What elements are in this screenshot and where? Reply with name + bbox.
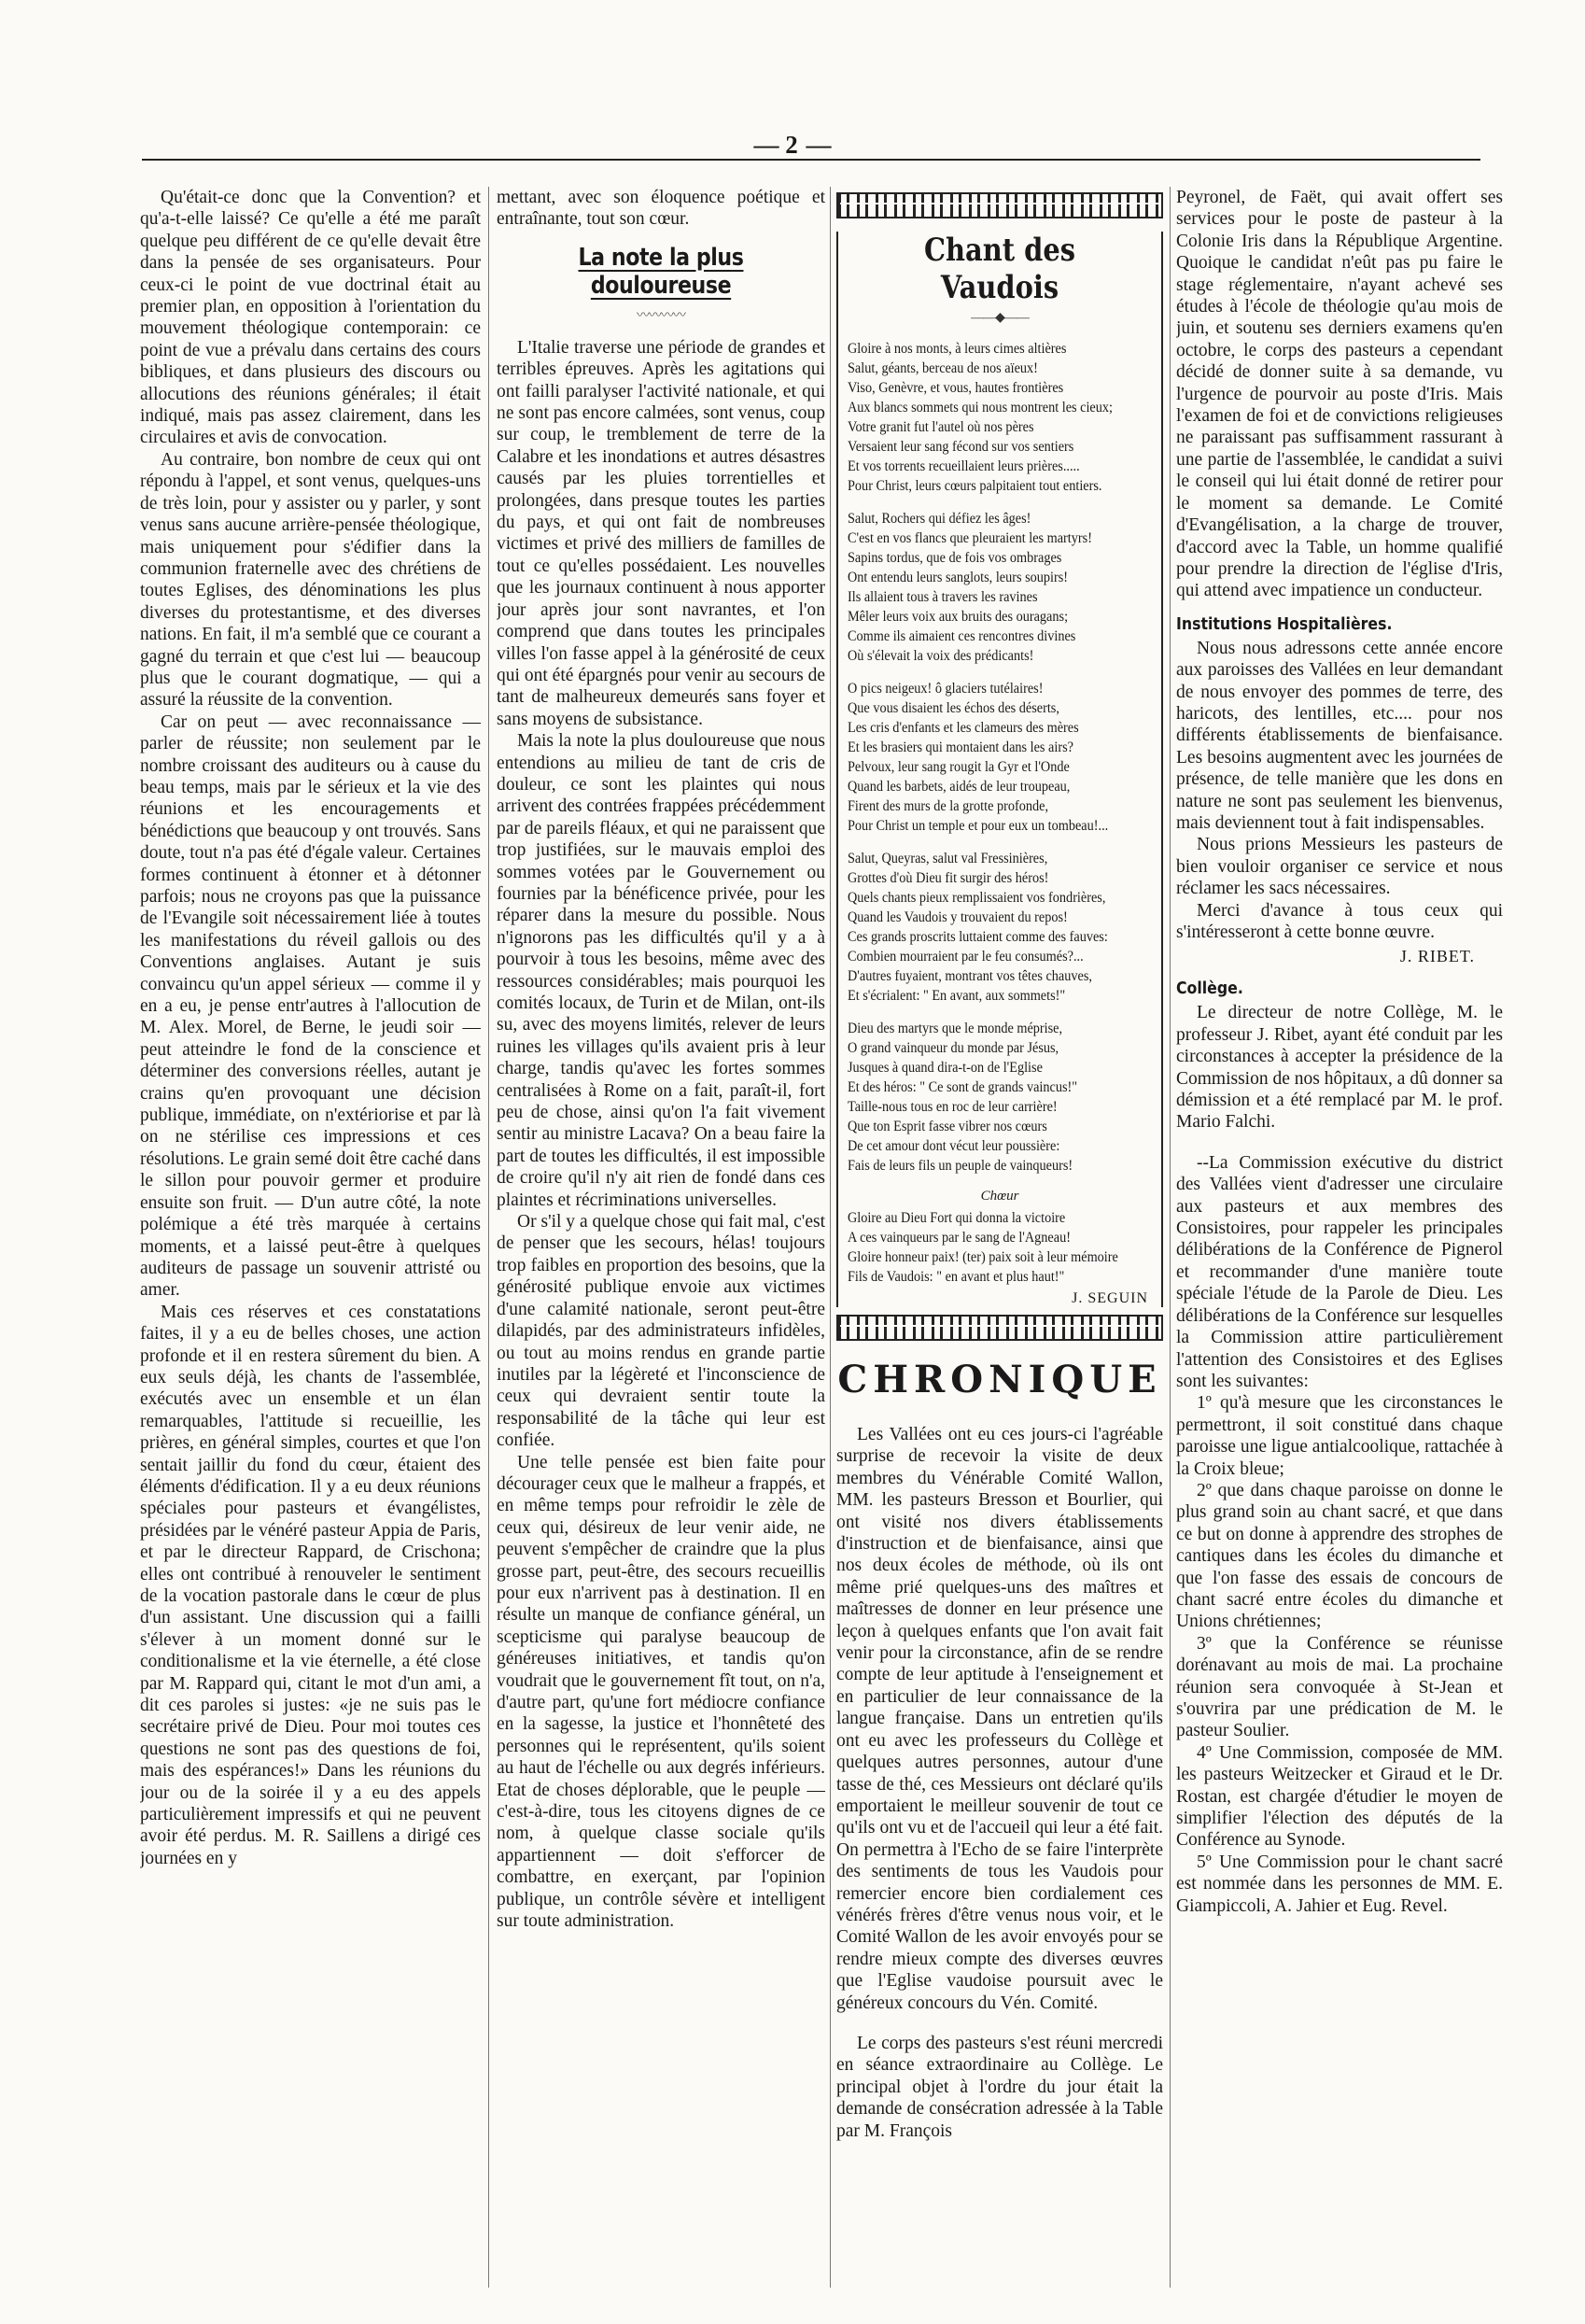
poem-line: Fais de leurs fils un peuple de vainqueurs! [848,1158,1073,1174]
column-divider [1170,187,1171,2288]
stanza [848,679,1152,836]
header-rule [142,159,1480,161]
paragraph: Qu'était-ce donc que la Convention? et qu'a-t-elle laissé? Ce qu'elle a été me paraît quelque peu différent de ce qu'elle devait être dans la pensée de ses organisateurs. Pour ceux-ci le point de vue doctrinal était au premier plan, en opposition à l'orientation du mouvement théologique contemporain: ce point de vue a prévalu dans certains des cours bibliques, et dans plusieurs des discours ou allocutions des réunions générales; il était indiqué, mais pas assez clairement, dans les circulaires et avis de convocation. [140,188,481,448]
poem-line: Ont entendu leurs sanglots, leurs soupirs! [848,570,1069,585]
section-title: CHRONIQUE [837,1358,1162,1401]
subheading: Collège. [1176,979,1243,999]
stanza [848,849,1152,1006]
greek-key-border [836,192,1163,218]
paragraph: mettant, avec son éloquence poétique et entraînante, tout son cœur. [497,188,825,230]
poem-line: Sapins tordus, que de fois vos ombrages [848,550,1062,566]
paragraph: Mais la note la plus douloureuse que nous entendions au milieu de tant de cris de douleur, ce sont les plaintes qui nous arrivent des contrées frappées précédemment par de pareils fléaux, et qui ne paraissent que trop justifiées, sur le mauvais emploi des sommes votées par le Gouvernement ou fournies par la bénéficence privée, pour les réparer dans la mesure du possible. Nous n'ignorons pas les difficultés qu'il y a à pourvoir à tous les besoins, même avec des ressources considérables; mais pourquoi les comités locaux, de Turin et de Milan, ont-ils su, avec des moyens limités, relever de leurs ruines les villages qu'ils avaient pris à leur charge, tandis qu'avec les fortes sommes centralisées à Rome on a fait, paraît-il, fort peu de chose, ainsi qu'on l'a fait vivement sentir au ministre Lacava? On a beau faire la part de toutes les difficultés, il est impossible de croire qu'il n'y ait rien de fondé dans ces plaintes et récriminations universelles. [497,731,825,1210]
poem-line: Quand les Vaudois y trouvaient du repos! [848,909,1068,925]
paragraph: 5º Une Commission pour le chant sacré est nommée dans les personnes de MM. E. Giampiccoli, A. Jahier et Eug. Revel. [1176,1852,1503,1916]
column-2 [497,187,825,2288]
paragraph: Merci d'avance à tous ceux qui s'intéresseront à cette bonne œuvre. [1176,900,1503,942]
paragraph: Car on peut — avec reconnaissance — parler de réussite; non seulement par le nombre croissant des auditeurs ou à cause du beau temps, mais par le sérieux et la vie des réunions et les encouragements et bénédictions que beaucoup y ont trouvés. Sans doute, tout n'a pas été d'égale valeur. Certaines formes continuent à étonner et à détonner parfois; nous ne croyons pas que la puissance de l'Evangile soit nécessairement liée à toutes les manifestations du réveil gallois ou des Conventions anglaises. Autant je suis convaincu qu'un appel sérieux — comme il y en a eu, je pense entr'autres à l'allocution de M. Alex. Morel, de Berne, le jeudi soir — peut atteindre le fond de la conscience et déterminer des conversions réelles, autant je crains qu'en provoquant une décision publique, immédiate, on n'extériorise et par là on ne stérilise ces impressions et ces résolutions. Le grain semé doit être caché dans le sillon pour pouvoir germer et produire ensuite son fruit. — D'un autre côté, la note polémique a été très marquée à certains moments, et a laissé peut-être à quelques auditeurs de passage un souvenir attristé ou amer. [140,711,481,1301]
column-4 [1176,187,1503,2288]
poem-line: Quand les barbets, aidés de leur troupeau, [848,779,1071,795]
paragraph: 4º Une Commission, composée de MM. les pasteurs Weitzecker et Giraud et le Dr. Rostan, est chargée d'étudier le moyen de simplifier l'élection des députés de la Conférence au Synode. [1176,1742,1503,1851]
poem-line: Ces grands proscrits luttaient comme des fauves: [848,929,1108,945]
paragraph: Or s'il y a quelque chose qui fait mal, c'est de penser que les secours, hélas! toujours trop faibles en proportion des besoins, que la générosité publique envoie aux victimes d'une calamité nationale, seront peut-être dilapidés, par des administrateurs infidèles, ou tout au moins rendus en grande partie inutiles par la légèreté et l'inconscience de ceux qui devraient sentir toute la responsabilité de la tâche qui leur est confiée. [497,1212,825,1451]
poem-line: Les cris d'enfants et les clameurs des mères [848,720,1079,736]
poem-line: Que ton Esprit fasse vibrer nos cœurs [848,1119,1047,1134]
ornament: ——◆—— [971,311,1029,325]
poem-line: Quels chants pieux remplissaient vos fondrières, [848,890,1106,906]
paragraph: Mais ces réserves et ces constatations faites, il y a eu de belles choses, une action profonde et il en restera sûrement du bien. A eux seuls déjà, les chants de l'assemblée, exécutés avec un ensemble et un élan remarquables, l'attitude si recueillie, les prières, en général simples, courtes et que l'on sentait jaillir du fond du cœur, étaient des éléments d'édification. Il y a eu deux réunions spéciales pour pasteurs et évangélistes, présidées par le vénéré pasteur Appia de Paris, et par le directeur Rappard, de Crischona; elles ont contribué à renouveler le sentiment de la vocation pastorale dans le cœur de plus d'un assistant. Une discussion qui a failli s'élever à un moment donné sur le conditionalisme et la vie éternelle, a été close par M. Rappard qui, citant le mot d'un ami, a dit ces paroles si justes: «je ne suis pas le secrétaire privé de Dieu. Pour moi toutes ces questions ne sont pas des questions de foi, mais des espérances!» Dans les réunions du jour ou de la soirée il y a eu des appels particulièrement impressifs et qui ne peuvent avoir été perdus. M. R. Saillens a dirigé ces journées en y [140,1302,481,1868]
column-3 [836,187,1163,2288]
poem-line: Et les brasiers qui montaient dans les airs? [848,739,1073,755]
poem-line: Et des héros: " Ce sont de grands vaincus!" [848,1079,1078,1095]
column-divider [830,187,831,2288]
column-divider [488,187,489,2288]
poem-line: Salut, géants, berceau de nos aïeux! [848,360,1038,376]
poem-line: Que vous disaient les échos des déserts, [848,700,1059,716]
subheading: Institutions Hospitalières. [1176,614,1393,634]
paragraph: 1º qu'à mesure que les circonstances le permettront, il soit constitué dans chaque paroisse une ligue antialcoolique, rattachée à la Croix bleue; [1176,1393,1503,1479]
paragraph: Une telle pensée est bien faite pour décourager ceux que le malheur a frappés, et en même temps pour refroidir le zèle de ceux qui, désireux de leur venir aide, ne peuvent s'empêcher de craindre que la plus grosse part, peut-être, des secours recueillis pour eux n'arrivent pas à destination. Il en résulte un manque de confiance général, un scepticisme qui paralyse beaucoup de généreuses initiatives, et tandis qu'on voudrait que le gouvernement fît tout, on n'a, d'autre part, qu'une fort médiocre confiance en la sagesse, la justice et l'honnêteté des personnes qui le représentent, qu'ils soient au haut de l'échelle ou aux degrés inférieurs. Etat de choses déplorable, que le peuple — c'est-à-dire, tous les citoyens dignes de ce nom, à quelque classe sociale qu'ils appartiennent — doit s'efforcer de combattre, en exerçant, par l'opinion publique, un contrôle sévère et intelligent sur toute administration. [497,1452,825,1932]
poem-line: O grand vainqueur du monde par Jésus, [848,1040,1059,1056]
poem-line: Votre granit fut l'autel où nos pères [848,419,1034,435]
paragraph: Nous prions Messieurs les pasteurs de bien vouloir organiser ce service et nous réclamer les sacs nécessaires. [1176,835,1503,899]
paragraph: Les Vallées ont eu ces jours-ci l'agréable surprise de recevoir la visite de deux membres du Vénérable Comité Wallon, MM. les pasteurs Bresson et Bourlier, qui ont visité nos divers établissements d'instruction et de bienfaisance, ainsi que nos deux écoles de méthode, où ils ont même prié quelques-uns des maîtres et maîtresses de donner en leur présence une leçon à quelques enfants que l'on avait fait venir pour la circonstance, afin de se rendre compte de leur aptitude à l'enseignement et en particulier de leur connaissance de la langue française. Dans un entretien qu'ils ont eu avec les professeurs du Collège et quelques autres personnes, autour d'une tasse de thé, ces Messieurs ont déclaré qu'ils emportaient le meilleur souvenir de tout ce qu'ils ont vu et de l'accueil qui leur a été fait. On permettra à l'Echo de se faire l'interprète des sentiments de tous les Vaudois pour remercier encore bien cordialement ces vénérés frères d'être venus nous voir, et le Comité Wallon de les avoir envoyés pour se rendre mieux compte des diverses œuvres que l'Eglise vaudoise poursuit avec le généreux concours du Vén. Comité. [836,1425,1163,2013]
stanza [848,509,1152,666]
poem-line: Gloire honneur paix! (ter) paix soit à leur mémoire [848,1249,1118,1265]
poem-line: O pics neigeux! ô glaciers tutélaires! [848,681,1044,697]
poem-signature: J. SEGUIN [1072,1290,1148,1306]
poem-line: Où s'élevait la voix des prédicants! [848,648,1034,664]
poem-line: Aux blancs sommets qui nous montrent les cieux; [848,400,1113,416]
choeur-label: Chœur [980,1189,1019,1204]
poem-line: Mêler leurs voix aux bruits des ouragans; [848,609,1069,625]
poem-line: Grottes d'où Dieu fit surgir des héros! [848,870,1049,886]
poem-line: Ils allaient tous à travers les ravines [848,589,1038,605]
poem-line: Et s'écrialent: " En avant, aux sommets!" [848,988,1066,1004]
poem-title: Chant des Vaudois [923,232,1076,306]
poem-line: Comme ils aimaient ces rencontres divines [848,628,1076,644]
signature: J. RIBET. [1399,947,1475,966]
poem-line: C'est en vos flancs que pleuraient les martyrs! [848,530,1092,546]
paragraph: Nous nous adressons cette année encore aux paroisses des Vallées en leur demandant de nous envoyer des pommes de terre, des haricots, des lentilles, etc.... pour nos différents établissements de bienfaisance. Les besoins augmentent avec les journées de présence, de telle manière que les dons en nature ne sont pas seulement les bienvenus, mais deviennent tout à fait indispensables. [1176,638,1503,833]
poem-line: Versaient leur sang fécond sur vos sentiers [848,439,1074,455]
poem-line: Combien mourraient par le feu consumés?... [848,949,1084,965]
poem-line: Jusques à quand dira-t-on de l'Eglise [848,1060,1043,1076]
poem-line: Salut, Queyras, salut val Fressinières, [848,851,1048,866]
page-number: — 2 — [753,131,832,159]
poem-line: Pour Christ un temple et pour eux un tombeau!... [848,818,1109,834]
paragraph: --La Commission exécutive du district des Vallées vient d'adresser une circulaire aux pasteurs et aux membres des Consistoires, pour rappeler les principales délibérations de la Conférence de Pignerol et recommander d'une manière toute spéciale l'étude de la Parole de Dieu. Les délibérations de la Conférence sur lesquelles la Commission attire particulièrement l'attention des Consistoires et des Eglises sont les suivantes: [1176,1152,1503,1391]
poem-box [836,232,1163,1307]
column-1 [140,187,481,2288]
poem-line: Gloire à nos monts, à leurs cimes altières [848,341,1067,357]
stanza [848,1019,1152,1176]
ornament: 〰〰〰〰 [637,308,685,323]
paragraph: 3º que la Conférence se réunisse dorénavant au mois de mai. La prochaine réunion sera convoquée à St-Jean et s'ouvrira par une prédication de M. le pasteur Soulier. [1176,1633,1503,1741]
poem-line: Fils de Vaudois: " en avant et plus haut!" [848,1269,1065,1285]
stanza [848,339,1152,496]
greek-key-border [836,1315,1163,1341]
poem-line: Taille-nous tous en roc de leur carrière! [848,1099,1058,1115]
poem-line: Dieu des martyrs que le monde méprise, [848,1021,1063,1036]
poem-line: Et vos torrents recueillaient leurs prières..... [848,458,1080,474]
paragraph: 2º que dans chaque paroisse on donne le plus grand soin au chant sacré, et que dans ce but on donne à apprendre des strophes de cantiques dans les écoles du dimanche et que l'on fasse des essais de concours de chant sacré entre écoles du dimanche et Unions chrétiennes; [1176,1480,1503,1632]
poem-line: D'autres fuyaient, montrant vos têtes chauves, [848,968,1092,984]
paragraph: Le directeur de notre Collège, M. le professeur J. Ribet, ayant été conduit par les circonstances à accepter la présidence de la Commission de nos hôpitaux, a dû donner sa démission et a été remplacé par M. le prof. Mario Falchi. [1176,1003,1503,1133]
paragraph: Le corps des pasteurs s'est réuni mercredi en séance extraordinaire au Collège. Le principal objet à l'ordre du jour était la demande de consécration adressée à la Table par M. François [836,2033,1163,2141]
article-title: La note la plus douloureuse [578,243,744,300]
paragraph: Au contraire, bon nombre de ceux qui ont répondu à l'appel, et sont venus, quelques-uns de très loin, pour y assister ou y parler, y sont venus sans aucune arrière-pensée théologique, mais uniquement pour s'édifier dans la communion fraternelle avec des chrétiens de toutes Eglises, des dénominations les plus diverses du protestantisme, et des diverses nations. En fait, il m'a semblé que ce courant a gagné du terrain et que c'est lui — beaucoup plus que le courant dogmatique, — qui a assuré la réussite de la convention. [140,449,481,711]
poem-line: Firent des murs de la grotte profonde, [848,798,1049,814]
paragraph: Peyronel, de Faët, qui avait offert ses services pour le poste de pasteur à la Colonie Iris dans la République Argentine. Quoique le candidat n'eût pas pu faire le stage réglementaire, n'ayant achevé ses études à l'école de théologie qu'au mois de juin, et soutenu ses derniers examens qu'en octobre, le corps des pasteurs a cependant décidé de donner suite à sa demande, vu l'urgence de pourvoir au poste d'Iris. Mais l'examen de foi et de convictions religieuses ne paraissant pas suffisamment rassurant à une partie de l'assemblée, le candidat a suivi le conseil qui lui était donné de retirer pour le moment sa demande. Le Comité d'Evangélisation, a la charge de trouver, d'accord avec la Table, un homme qualifié pour prendre la direction de l'église d'Iris, qui attend avec impatience un conducteur. [1176,188,1503,601]
poem-line: Gloire au Dieu Fort qui donna la victoire [848,1210,1066,1226]
poem-line: Viso, Genèvre, et vous, hautes frontières [848,380,1064,396]
poem-line: Salut, Rochers qui défiez les âges! [848,511,1031,527]
poem-line: Pour Christ, leurs cœurs palpitaient tout entiers. [848,478,1102,494]
poem-line: A ces vainqueurs par le sang de l'Agneau! [848,1230,1071,1246]
poem-line: De cet amour dont vécut leur poussière: [848,1138,1060,1154]
poem-line: Pelvoux, leur sang rougit la Gyr et l'Onde [848,759,1070,775]
paragraph: L'Italie traverse une période de grandes et terribles épreuves. Après les agitations qui ont failli paralyser l'activité nationale, et qui ne sont pas encore calmées, sont venus, coup sur coup, le tremblement de terre de la Calabre et les inondations et autres désastres causés par les pluies torrentielles et prolongées, dans presque toutes les parties du pays, et qui ont fait de nombreuses victimes et privé des milliers de familles de tout ce qu'elles possédaient. Les nouvelles que les journaux continuent à nous apporter jour après jour sont navrantes, et l'on comprend que dans toutes les principales villes l'on fasse appel à la générosité de ceux qui ont été épargnés pour venir au secours de tant de malheureux demeurés sans foyer et sans moyens de subsistance. [497,337,825,729]
